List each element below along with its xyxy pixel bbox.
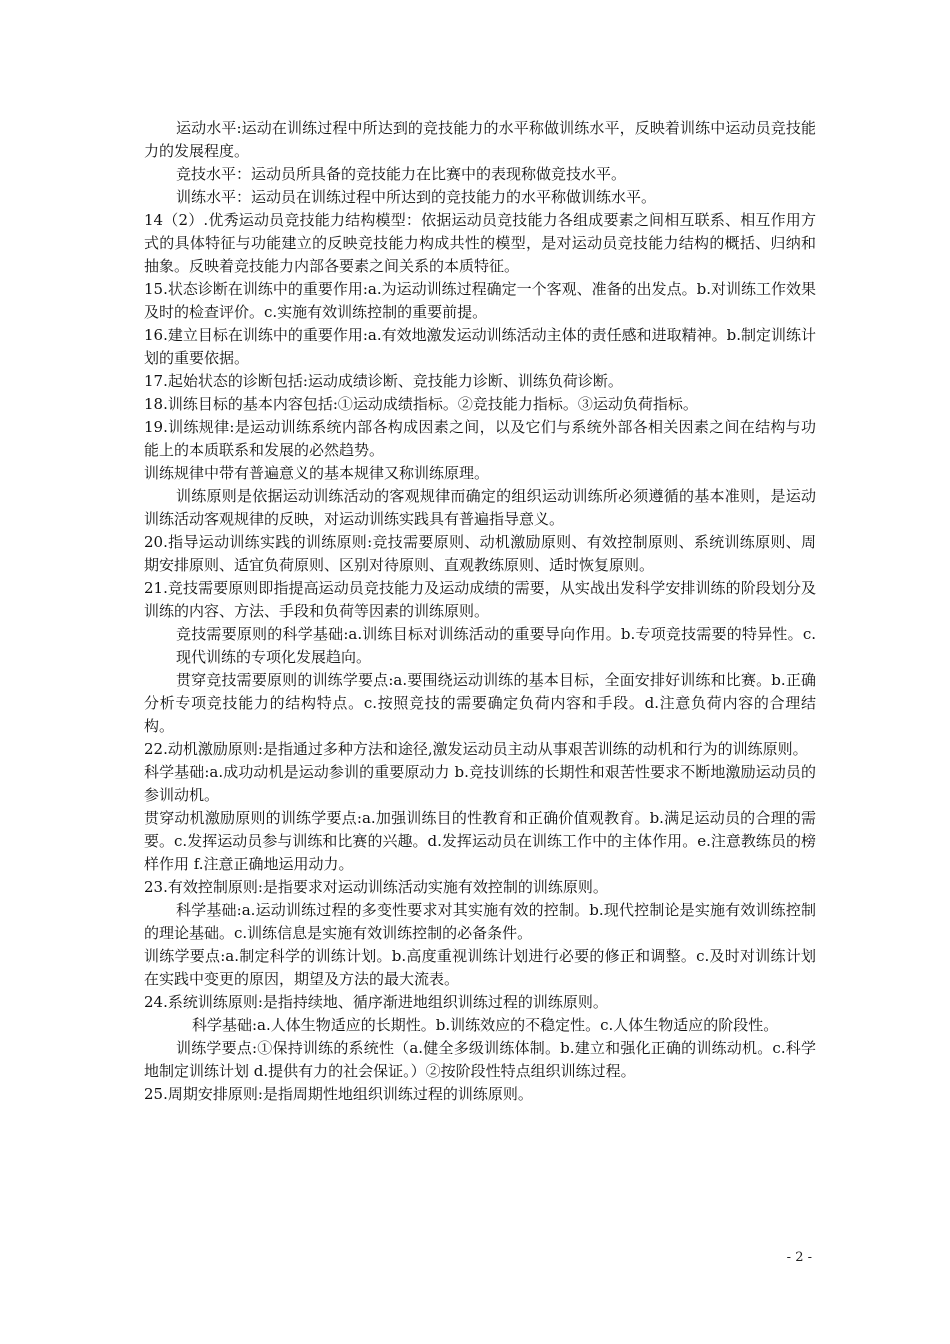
paragraph-training-level: 训练水平：运动员在训练过程中所达到的竞技能力的水平称做训练水平。 — [176, 188, 657, 206]
paragraph-20: 20.指导运动训练实践的训练原则:竞技需要原则、动机激励原则、有效控制原则、系统训练原则、周期安排原则、适宜负荷原则、区别对待原则、直观教练原则、适时恢复原则。 — [144, 533, 816, 574]
paragraph-23-points: 训练学要点:a.制定科学的训练计划。b.高度重视训练计划进行必要的修正和调整。c.及时对训练计划在实践中变更的原因，期望及方法的最大流表。 — [144, 947, 816, 988]
paragraph-21: 21.竞技需要原则即指提高运动员竞技能力及运动成绩的需要，从实战出发科学安排训练的阶段划分及训练的内容、方法、手段和负荷等因素的训练原则。 — [144, 579, 816, 620]
paragraph-24-basis: 科学基础:a.人体生物适应的长期性。b.训练效应的不稳定性。c.人体生物适应的阶段性。 — [192, 1016, 779, 1034]
paragraph-21-basis: 竞技需要原则的科学基础:a.训练目标对训练活动的重要导向作用。b.专项竞技需要的特异性。c.现代训练的专项化发展趋向。 — [176, 625, 816, 666]
paragraph-24-points: 训练学要点:①保持训练的系统性（a.健全多级训练体制。b.建立和强化正确的训练动机。c.科学地制定训练计划 d.提供有力的社会保证。）②按阶段性特点组织训练过程。 — [144, 1039, 816, 1080]
paragraph-15: 15.状态诊断在训练中的重要作用:a.为运动训练过程确定一个客观、准备的出发点。b.对训练工作效果及时的检查评价。c.实施有效训练控制的重要前提。 — [144, 280, 816, 321]
paragraph-24: 24.系统训练原则:是指持续地、循序渐进地组织训练过程的训练原则。 — [144, 993, 608, 1011]
paragraph-competition-level: 竞技水平：运动员所具备的竞技能力在比赛中的表现称做竞技水平。 — [176, 165, 627, 183]
paragraph-22-points: 贯穿动机激励原则的训练学要点:a.加强训练目的性教育和正确价值观教育。b.满足运动员的合理的需要。c.发挥运动员参与训练和比赛的兴趣。d.发挥运动员在训练工作中的主体作用。e.注意教练员的榜样作用 f.注意正确地运用动力。 — [144, 809, 816, 873]
paragraph-23-basis: 科学基础:a.运动训练过程的多变性要求对其实施有效的控制。b.现代控制论是实施有效训练控制的理论基础。c.训练信息是实施有效训练控制的必备条件。 — [144, 901, 816, 942]
paragraph-22: 22.动机激励原则:是指通过多种方法和途径,激发运动员主动从事艰苦训练的动机和行为的训练原则。 — [144, 740, 808, 758]
paragraph-19: 19.训练规律:是运动训练系统内部各构成因素之间，以及它们与系统外部各相关因素之间在结构与功能上的本质联系和发展的必然趋势。 — [144, 418, 816, 459]
paragraph-17: 17.起始状态的诊断包括:运动成绩诊断、竞技能力诊断、训练负荷诊断。 — [144, 372, 623, 390]
paragraph-sport-level: 运动水平:运动在训练过程中所达到的竞技能力的水平称做训练水平，反映着训练中运动员竞技能力的发展程度。 — [144, 119, 816, 160]
paragraph-training-principle: 训练原则是依据运动训练活动的客观规律而确定的组织运动训练所必须遵循的基本准则，是运动训练活动客观规律的反映，对运动训练实践具有普遍指导意义。 — [144, 487, 816, 528]
paragraph-21-points: 贯穿竞技需要原则的训练学要点:a.要围绕运动训练的基本目标，全面安排好训练和比赛。b.正确分析专项竞技能力的结构特点。c.按照竞技的需要确定负荷内容和手段。d.注意负荷内容的合理结构。 — [144, 671, 816, 735]
paragraph-22-basis: 科学基础:a.成功动机是运动参训的重要原动力 b.竞技训练的长期性和艰苦性要求不断地激励运动员的参训动机。 — [144, 763, 816, 804]
paragraph-training-principle-def: 训练规律中带有普遍意义的基本规律又称训练原理。 — [144, 464, 490, 482]
page-number: - 2 - — [786, 1250, 812, 1265]
paragraph-23: 23.有效控制原则:是指要求对运动训练活动实施有效控制的训练原则。 — [144, 878, 608, 896]
document-body — [144, 117, 816, 1106]
paragraph-16: 16.建立目标在训练中的重要作用:a.有效地激发运动训练活动主体的责任感和进取精神。b.制定训练计划的重要依据。 — [144, 326, 816, 367]
paragraph-18: 18.训练目标的基本内容包括:①运动成绩指标。②竞技能力指标。③运动负荷指标。 — [144, 395, 698, 413]
paragraph-14: 14（2）.优秀运动员竞技能力结构模型：依据运动员竞技能力各组成要素之间相互联系、相互作用方式的具体特征与功能建立的反映竞技能力构成共性的模型，是对运动员竞技能力结构的概括、归纳和抽象。反映着竞技能力内部各要素之间关系的本质特征。 — [144, 211, 816, 275]
paragraph-25: 25.周期安排原则:是指周期性地组织训练过程的训练原则。 — [144, 1085, 533, 1103]
